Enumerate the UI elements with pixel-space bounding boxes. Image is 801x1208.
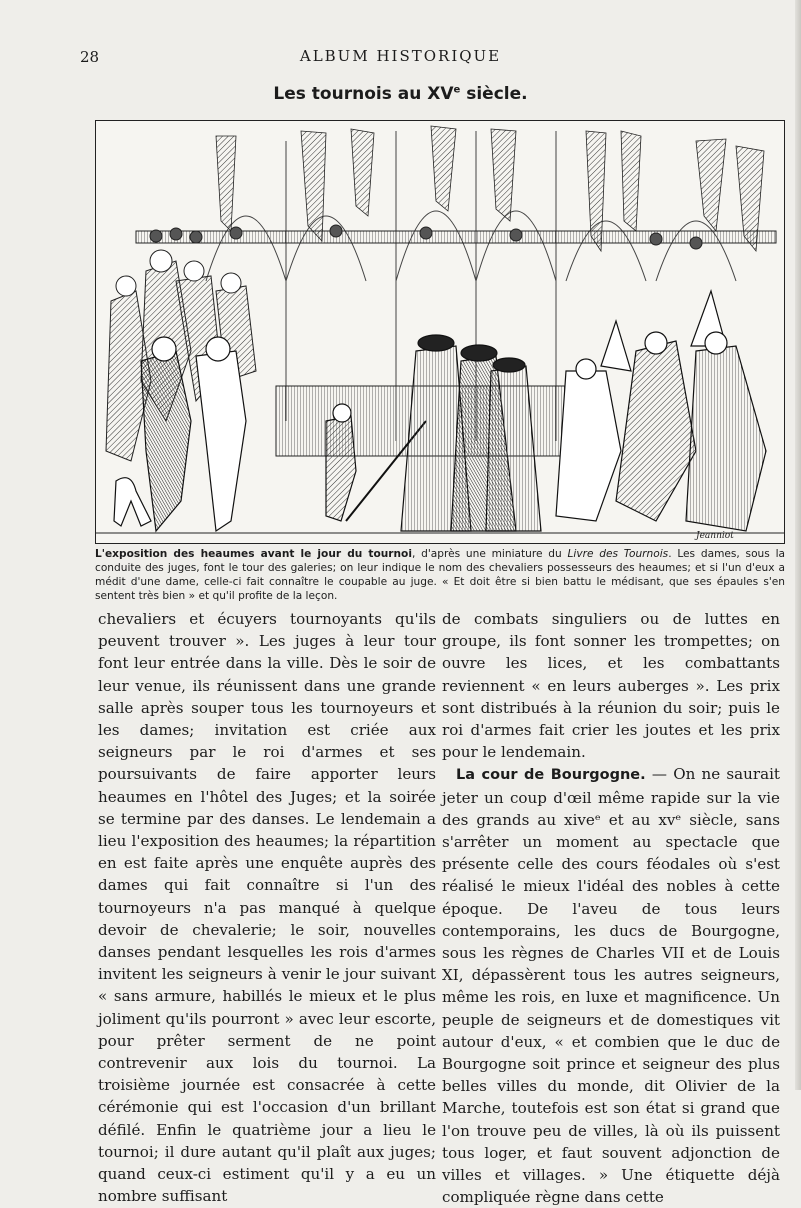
- page-edge: [795, 0, 801, 1090]
- engraver-signature: Jeanniot: [696, 531, 734, 541]
- article-title-main: Les tournois au XV: [273, 84, 454, 104]
- left-column: [98, 608, 436, 1207]
- caption-lead: L'exposition des heaumes avant le jour du tournoi: [95, 548, 412, 560]
- left-column-text: chevaliers et écuyers tournoyants qu'ils peuvent trouver ». Les juges à leur tour font leur entrée dans la ville. Dès le soir de leur venue, ils réunissent dans une grande salle après souper tous les tournoyeurs et les dames; invitation est criée aux seigneurs par le roi d'armes et ses poursuivants de faire apporter leurs heaumes en l'hôtel des Juges; et la soirée se termine par des danses. Le lendemain a lieu l'exposition des heaumes; la répartition en est faite après une enquête auprès des dames qui fait connaître si l'un des tournoyeurs n'a pas manqué à quelque devoir de chevalerie; le soir, nouvelles danses pendant lesquelles les rois d'armes invitent les seigneurs à venir le jour suivant « sans armure, habillés le mieux et le plus joliment qu'ils pourront » avec leur escorte, pour prêter serment de ne point contrevenir aux lois du tournoi. La troisième journée est consacrée à cette cérémonie qui est l'occasion d'un brillant défilé. Enfin le quatrième jour a lieu le tournoi; il dure autant qu'il plaît aux juges; quand ceux-ci estiment qu'il y a eu un nombre suffisant: [98, 610, 436, 1206]
- running-title: ALBUM HISTORIQUE: [299, 47, 502, 65]
- right-column-section: [442, 763, 780, 1208]
- caption-source: Livre des Tournois: [567, 548, 669, 560]
- caption-part2: . Les dames, sous la conduite des juges, font le tour des galeries; on leur indique le nom des chevaliers possesseurs des heaumes; et si l'un d'eux a médit d'une dame, celle-ci fait connaître le coupable au juge. « Et doit être si bien battu le médisant, que ses épaules s'en sentent très bien » et qu'il profite de la leçon.: [95, 548, 785, 602]
- right-column-rest: — On ne saurait jeter un coup d'œil même rapide sur la vie des grands au xiveᵉ et au xvᵉ siècle, sans s'arrêter un moment au spectacle que présente celle des cours féodales où s'est réalisé le mieux l'idéal des nobles à cette époque. De l'aveu de tous leurs contemporains, les ducs de Bourgogne, sous les règnes de Charles VII et de Louis XI, dépassèrent tous les autres seigneurs, même les rois, en luxe et magnificence. Un peuple de seigneurs et de domestiques vit autour d'eux, « et combien que le duc de Bourgogne soit prince et seigneur des plus belles villes du monde, dit Olivier de la Marche, toutefois est son état si grand que l'on trouve peu de villes, là où ils puissent tous loger, et faut souvent adjonction de villes et villages. » Une étiquette déjà compliquée règne dans cette: [442, 765, 780, 1207]
- article-title: [0, 84, 801, 104]
- article-title-end: siècle.: [460, 84, 528, 104]
- article-title-sup: e: [453, 84, 461, 96]
- caption-part1: , d'après une miniature du: [411, 548, 568, 560]
- page-number: 28: [80, 48, 100, 66]
- right-column-intro: de combats singuliers ou de luttes en groupe, ils font sonner les trompettes; on ouvre les lices, et les combattants reviennent « en leurs auberges ». Les prix sont distribués à la réunion du soir; puis le roi d'armes fait crier les joutes et les prix pour le lendemain.: [442, 610, 780, 762]
- section-subheading: La cour de Bourgogne.: [456, 767, 646, 784]
- tournament-engraving: [95, 120, 785, 544]
- figure-caption: [95, 547, 785, 603]
- right-column: [442, 608, 780, 1208]
